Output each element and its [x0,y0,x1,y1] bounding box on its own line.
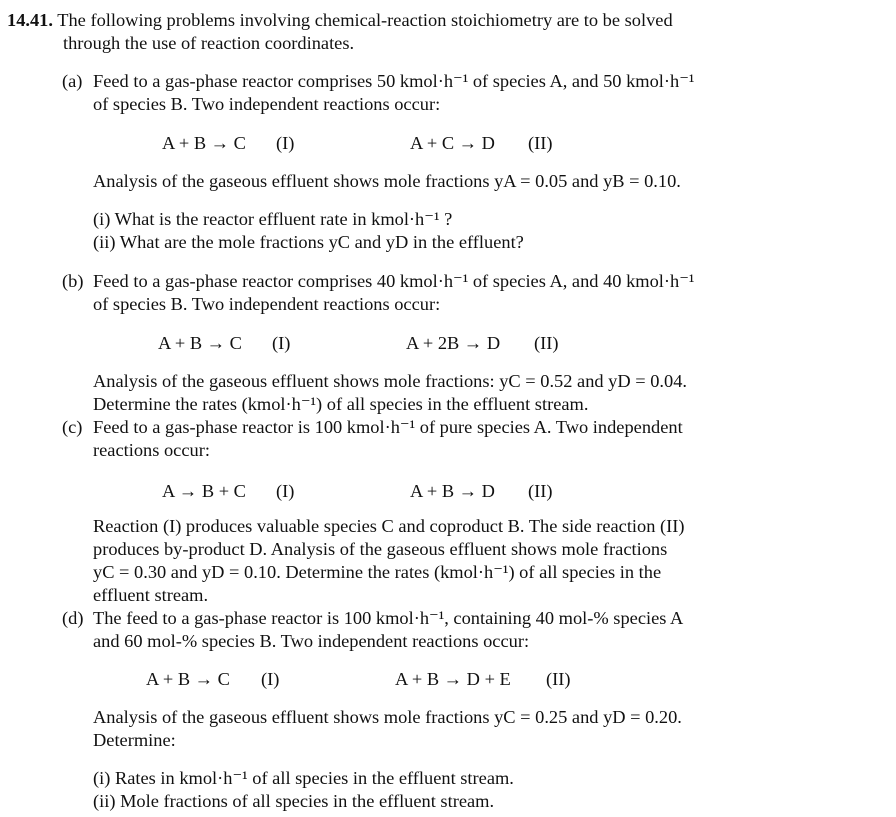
part-d-reaction-1-tag: (I) [261,669,280,689]
part-c-reaction-2-tag: (II) [528,481,553,501]
part-c-reaction-1-tag: (I) [276,481,295,501]
part-a-reaction-2-tag: (II) [528,133,553,153]
problem-intro-text: The following problems involving chemical-reaction stoichiometry are to be solved [57,10,673,30]
part-a-label: (a) [62,71,83,91]
part-a-question-1: (i) What is the reactor effluent rate in kmol·h⁻¹ ? [93,209,453,229]
part-d-line-1: The feed to a gas-phase reactor is 100 kmol·h⁻¹, containing 40 mol-% species A [93,608,684,628]
part-d-reaction-2: A + B → D + E [395,669,511,689]
part-d-reaction-1: A + B → C [146,669,230,689]
part-c-line-2: reactions occur: [93,440,210,460]
part-a-question-2: (ii) What are the mole fractions yC and yD in the effluent? [93,232,524,252]
part-a-reaction-1-tag: (I) [276,133,295,153]
part-b-line-4: Determine the rates (kmol·h⁻¹) of all species in the effluent stream. [93,394,589,414]
part-a-line-2: of species B. Two independent reactions occur: [93,94,441,114]
part-d-label: (d) [62,608,84,628]
part-b-line-2: of species B. Two independent reactions occur: [93,294,441,314]
part-c-line-3: Reaction (I) produces valuable species C and coproduct B. The side reaction (II) [93,516,685,536]
part-a-reaction-1: A + B → C [162,133,246,153]
part-a-reaction-2: A + C → D [410,133,495,153]
part-b-label: (b) [62,271,84,291]
part-b-reaction-1: A + B → C [158,333,242,353]
part-c-reaction-2: A + B → D [410,481,495,501]
part-b-reaction-2-tag: (II) [534,333,559,353]
part-b-reaction-1-tag: (I) [272,333,291,353]
part-b-line-1: Feed to a gas-phase reactor comprises 40 kmol·h⁻¹ of species A, and 40 kmol·h⁻¹ [93,271,695,291]
part-b-reaction-2: A + 2B → D [406,333,501,353]
part-c-line-4: produces by-product D. Analysis of the gaseous effluent shows mole fractions [93,539,668,559]
part-c-label: (c) [62,417,83,437]
part-c-reaction-1: A → B + C [162,481,246,501]
part-d-line-4: Determine: [93,730,176,750]
part-d-question-2: (ii) Mole fractions of all species in the effluent stream. [93,791,495,811]
part-c-line-5: yC = 0.30 and yD = 0.10. Determine the rates (kmol·h⁻¹) of all species in the [93,562,662,582]
part-a-line-1: Feed to a gas-phase reactor comprises 50 kmol·h⁻¹ of species A, and 50 kmol·h⁻¹ [93,71,695,91]
part-d-reaction-2-tag: (II) [546,669,571,689]
part-d-line-2: and 60 mol-% species B. Two independent reactions occur: [93,631,530,651]
part-b-line-3: Analysis of the gaseous effluent shows mole fractions: yC = 0.52 and yD = 0.04. [93,371,688,391]
part-d-line-3: Analysis of the gaseous effluent shows mole fractions yC = 0.25 and yD = 0.20. [93,707,682,727]
part-d-question-1: (i) Rates in kmol·h⁻¹ of all species in the effluent stream. [93,768,514,788]
part-c-line-6: effluent stream. [93,585,209,605]
problem-intro-line-1 [7,9,717,31]
part-a-analysis: Analysis of the gaseous effluent shows mole fractions yA = 0.05 and yB = 0.10. [93,171,681,191]
problem-number: 14.41. [7,10,53,30]
problem-intro-line-2: through the use of reaction coordinates. [63,33,355,53]
part-c-line-1: Feed to a gas-phase reactor is 100 kmol·h⁻¹ of pure species A. Two independent [93,417,683,437]
